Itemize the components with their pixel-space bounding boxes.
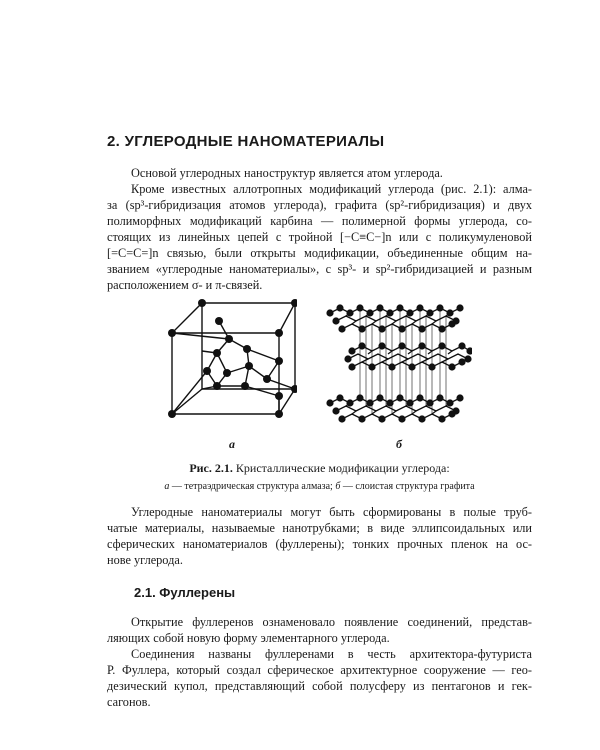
- text-line: ляющих собой новую форму элементарного углерода.: [107, 631, 390, 645]
- figure-caption: [107, 461, 532, 476]
- text-line: Р. Фуллера, который создал сферическое архитектурное сооружение — гео-: [107, 663, 532, 677]
- nanomaterials-paragraph: [107, 504, 532, 568]
- text-line: за (sp³-гибридизация атомов углерода), графита (sp²-гибридизация) и двух: [107, 198, 532, 212]
- section-title: 2.1. Фуллерены: [134, 585, 236, 600]
- text-line: стоящих из линейных цепей с тройной [−C≡C−]n или с поликумуленовой: [107, 230, 532, 244]
- figure-caption-text: Кристаллические модификации углерода:: [235, 461, 450, 475]
- chapter-title: 2. УГЛЕРОДНЫЕ НАНОМАТЕРИАЛЫ: [107, 133, 385, 150]
- intro-paragraph: [107, 165, 532, 181]
- text-line: Открытие фуллеренов ознаменовало появление соединений, представ-: [131, 615, 532, 629]
- allotropes-paragraph: [107, 181, 532, 293]
- sub-b-text: — слоистая структура графита: [340, 481, 475, 492]
- text-line: сагонов.: [107, 695, 151, 709]
- sub-b-letter: б: [335, 481, 341, 492]
- text-line: Соединения названы фуллеренами в честь архитектора-футуриста: [131, 647, 532, 661]
- diamond-structure-diagram: [167, 291, 297, 431]
- text-line: Основой углеродных наноструктур является атом углерода.: [131, 166, 443, 180]
- text-line: полиморфных модификаций карбина — полимерной формы углерода, со-: [107, 214, 532, 228]
- fullerene-paragraph-2: [107, 646, 532, 710]
- sub-a-text: — тетраэдрическая структура алмаза;: [169, 481, 336, 492]
- graphite-structure-diagram: [322, 293, 472, 428]
- figure-number: Рис. 2.1.: [189, 461, 233, 475]
- text-line: Кроме известных аллотропных модификаций углерода (рис. 2.1): алма-: [131, 182, 532, 196]
- text-line: расположением σ- и π-связей.: [107, 278, 263, 292]
- text-line: званием «углеродные наноматериалы», с sp³- и sp²-гибридизацией и разным: [107, 262, 532, 276]
- sub-a-letter: а: [164, 481, 170, 492]
- text-line: нове углерода.: [107, 553, 183, 567]
- text-line: сферических наноматериалов (фуллерены); тонких прочных пленок на ос-: [107, 537, 532, 551]
- text-line: Углеродные наноматериалы могут быть сформированы в полые труб-: [131, 505, 532, 519]
- fullerene-paragraph-1: [107, 614, 532, 646]
- text-line: дезический купол, представляющий собой полусферу из пентагонов и гек-: [107, 679, 532, 693]
- text-line: [=C=C=]n связью, были открыты модификации, объединенные общим на-: [107, 246, 532, 260]
- figure-label-b: б: [396, 437, 402, 451]
- text-line: чатые материалы, называемые нанотрубками; в виде эллипсоидальных или: [107, 521, 532, 535]
- figure-label-a: а: [229, 437, 235, 451]
- figure-subcaption: [107, 481, 532, 492]
